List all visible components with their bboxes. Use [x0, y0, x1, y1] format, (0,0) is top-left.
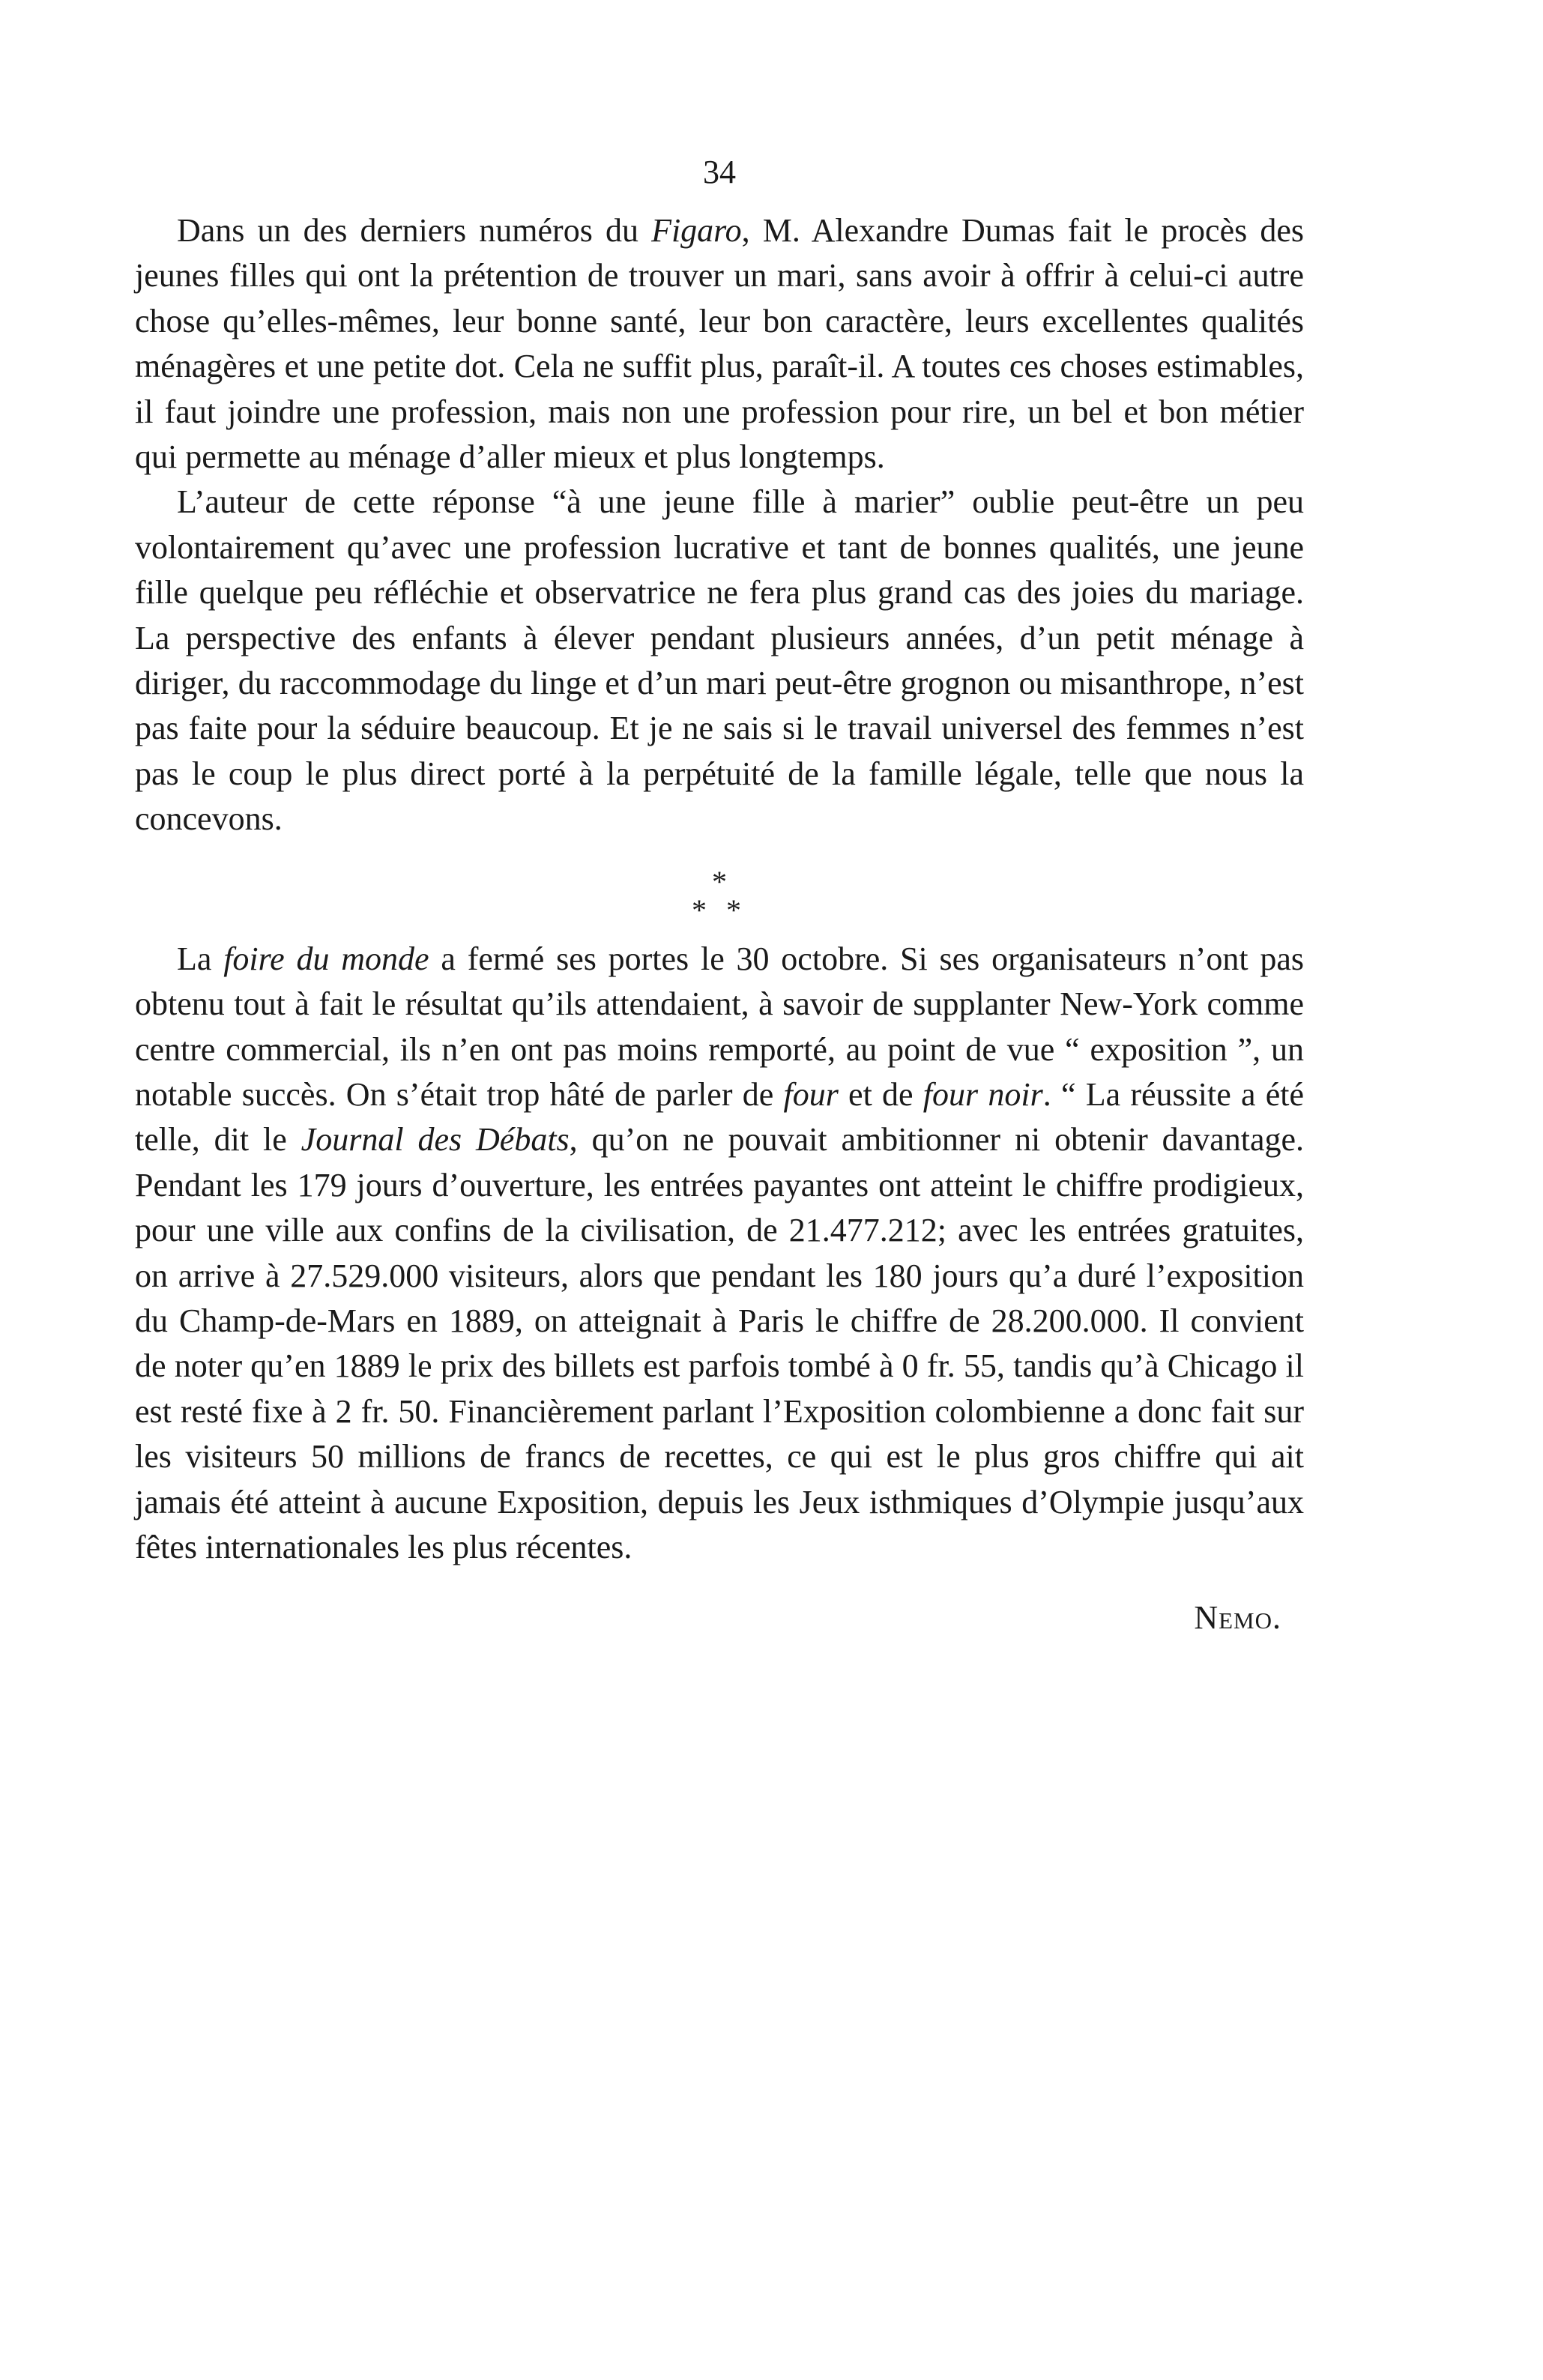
newspaper-title-figaro: Figaro [651, 212, 742, 249]
document-page [135, 150, 1304, 1640]
asterism-top: * [712, 864, 727, 898]
paragraph-foire-du-monde [135, 937, 1304, 1571]
paragraph-text: . “ La réussite a été telle, dit le [135, 1075, 1304, 1159]
italic-foire-du-monde: foire du monde [223, 940, 429, 977]
paragraph-reponse: L’auteur de cette réponse “à une jeune fille à marier” oublie peut-être un peu volontairement qu’avec une profession lucrative et tant de bonnes qualités, une jeune fille quelque peu réfléchie et observatrice ne fera plus grand cas des joies du mariage. La perspective des enfants à élever pendant plusieurs années, d’un petit ménage à diriger, du raccommodage du linge et d’un mari peut-être grognon ou misanthrope, n’est pas faite pour la séduire beaucoup. Et je ne sais si le travail universel des femmes n’est pas le coup le plus direct porté à la perpétuité de la famille légale, telle que nous la concevons. [135, 483, 1304, 838]
paragraph-text: , M. Alexandre Dumas fait le procès des jeunes filles qui ont la prétention de trouver un mari, sans avoir à offrir à celui-ci autre chose qu’elles-mêmes, leur bonne santé, leur bon caractère, leurs excellentes qualités ménagères et une petite dot. Cela ne suffit plus, paraît-il. A toutes ces choses estimables, il faut joindre une profession, mais non une profession pour rire, un bel et bon métier qui permette au ménage d’aller mieux et plus longtemps. [135, 212, 1304, 476]
page-number: 34 [703, 154, 736, 190]
paragraph-text: , qu’on ne pouvait ambitionner ni obtenir davantage. Pendant les 179 jours d’ouverture, les entrées payantes ont atteint le chiffre prodigieux, pour une ville aux confins de la civilisation, de 21.477.212; avec les entrées gratuites, on arrive à 27.529.000 visiteurs, alors que pendant les 180 jours qu’a duré l’exposition du Champ-de-Mars en 1889, on atteignait à Paris le chiffre de 28.200.000. Il convient de noter qu’en 1889 le prix des billets est parfois tombé à 0 fr. 55, tandis qu’à Chicago il est resté fixe à 2 fr. 50. Financièrement parlant l’Exposition colombienne a donc fait sur les visiteurs 50 millions de francs de recettes, ce qui est le plus gros chiffre qui ait jamais été atteint à aucune Exposition, depuis les Jeux isthmiques d’Olympie jusqu’aux fêtes internationales les plus récentes. [135, 1121, 1305, 1565]
asterism-bottom: * * [692, 892, 747, 927]
italic-four: four [783, 1075, 839, 1113]
paragraph-text: Dans un des derniers numéros du [177, 212, 652, 249]
newspaper-title-journal-des-debats: Journal des Débats [301, 1121, 570, 1159]
paragraph-text: a fermé ses portes le 30 octobre. Si ses organisateurs n’ont pas obtenu tout à fait le résultat qu’ils attendaient, à savoir de supplanter New-York comme centre commercial, ils n’en ont pas moins remporté, au point de vue “ exposition ”, un notable succès. On s’était trop hâté de parler de [135, 940, 1305, 1113]
paragraph-text: La [177, 940, 224, 977]
author-signature: Nemo. [1194, 1599, 1281, 1637]
italic-four-noir: four noir [923, 1075, 1043, 1113]
paragraph-dumas [135, 208, 1304, 480]
paragraph-text: et de [838, 1075, 923, 1113]
asterism-separator [135, 864, 1304, 927]
